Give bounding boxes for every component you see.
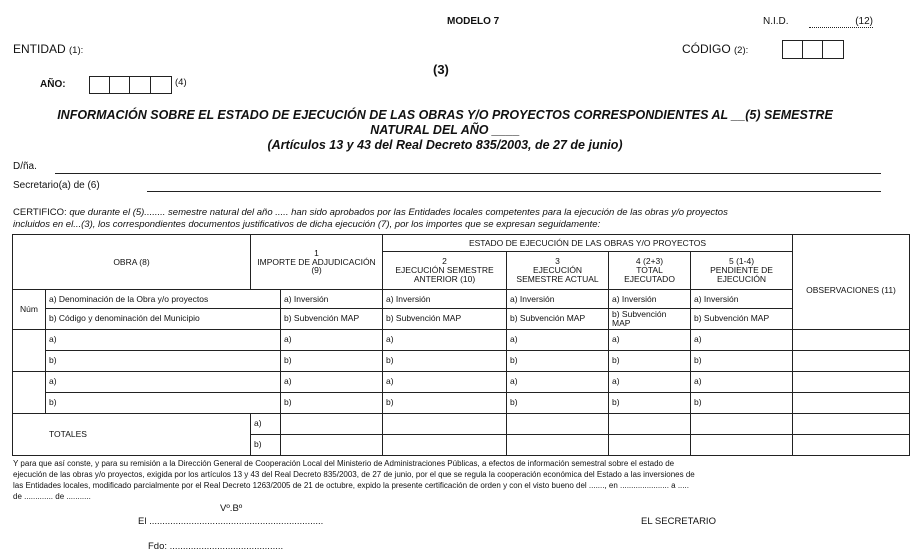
code-field <box>682 42 748 56</box>
cell: a) <box>251 413 281 434</box>
title-line1: INFORMACIÓN SOBRE EL ESTADO DE EJECUCIÓN DE LAS OBRAS Y/O PROYECTOS CORRESPONDIENTES AL __(5) SEMESTRE <box>57 108 833 122</box>
total-cell[interactable] <box>507 434 609 455</box>
certifico-line1 <box>13 207 728 218</box>
header-subvencion-5: b) Subvención MAP <box>691 309 793 330</box>
col1-num: 1 <box>314 247 319 258</box>
obs-cell[interactable] <box>793 329 910 350</box>
cell[interactable]: a) <box>507 329 609 350</box>
col2-header <box>383 252 507 290</box>
cell[interactable]: b) <box>383 350 507 371</box>
total-cell[interactable] <box>691 413 793 434</box>
header-inversion-4: a) Inversión <box>609 290 691 309</box>
row-num-cell[interactable] <box>13 329 46 371</box>
cell[interactable]: a) <box>383 371 507 392</box>
footer-line3: las Entidades locales, modificado parcialmente por el Real Decreto 1263/2005 de 21 de octubre, expido la presente certificación de orden y con el visto bueno del ......., en ...................... a ..... <box>13 481 689 490</box>
row-a-desc: a) Denominación de la Obra y/o proyectos <box>46 290 281 309</box>
observaciones-header: OBSERVACIONES (11) <box>793 252 910 330</box>
secretario-signature-label: EL SECRETARIO <box>641 516 716 527</box>
table-row <box>13 392 910 413</box>
secretario-line[interactable] <box>147 191 881 192</box>
dna-line[interactable] <box>55 173 881 174</box>
total-cell[interactable] <box>691 434 793 455</box>
obs-cell[interactable] <box>793 350 910 371</box>
code-ref: (2): <box>734 45 749 56</box>
cell[interactable]: a) <box>609 371 691 392</box>
header-subvencion-2: b) Subvención MAP <box>383 309 507 330</box>
vobo-label: Vº.Bº <box>220 503 243 514</box>
total-cell[interactable] <box>383 413 507 434</box>
entity-label: ENTIDAD <box>13 42 66 56</box>
header-inversion-3: a) Inversión <box>507 290 609 309</box>
total-cell[interactable] <box>507 413 609 434</box>
year-label: AÑO: <box>40 79 66 90</box>
total-cell[interactable] <box>281 434 383 455</box>
num-header: Núm <box>13 290 46 330</box>
cell[interactable]: a) <box>281 371 383 392</box>
col1-label: IMPORTE DE ADJUDICACIÓN (9) <box>257 256 376 276</box>
title-line2: NATURAL DEL AÑO ____ <box>370 123 520 137</box>
footer-line4: de ............. de ........... <box>13 492 91 501</box>
year-boxes[interactable] <box>89 76 172 94</box>
el-signature-line[interactable]: El .................................................................. <box>138 516 324 527</box>
obra-header: OBRA (8) <box>13 235 251 290</box>
obs-cell[interactable] <box>793 434 910 455</box>
total-cell[interactable] <box>609 413 691 434</box>
cell[interactable]: b) <box>383 392 507 413</box>
table-row <box>13 371 910 392</box>
col3-num: 3 <box>555 256 560 267</box>
cell[interactable]: a) <box>383 329 507 350</box>
footer-line1: Y para que así conste, y para su remisión a la Dirección General de Cooperación Local del Ministerio de Administraciones Públicas, a efectos de información semestral sobre el estado de <box>13 459 675 468</box>
col4-label: TOTAL EJECUTADO <box>624 265 675 284</box>
obs-cell[interactable] <box>793 413 910 434</box>
cell[interactable]: b) <box>281 350 383 371</box>
obras-table <box>12 234 910 456</box>
entity-field <box>13 42 83 56</box>
col4-header <box>609 252 691 290</box>
cell[interactable]: a) <box>46 371 281 392</box>
title-line3: (Artículos 13 y 43 del Real Decreto 835/2003, de 27 de junio) <box>267 138 623 152</box>
cell[interactable]: a) <box>46 329 281 350</box>
nid-label: N.I.D. <box>763 16 789 27</box>
year-ref: (4) <box>175 77 187 88</box>
entity-ref: (1): <box>69 45 84 56</box>
cell[interactable]: b) <box>46 350 281 371</box>
certifico-label: CERTIFICO: <box>13 207 67 218</box>
footer-paragraph <box>13 458 910 502</box>
cell[interactable]: a) <box>281 329 383 350</box>
cell[interactable]: b) <box>691 392 793 413</box>
certifico-text2: incluidos en el...(3), los correspondientes documentos justificativos de dicha ejecución (7), por los importes que se expresan seguidamente: <box>13 219 601 230</box>
col3-header <box>507 252 609 290</box>
col3-label: EJECUCIÓN SEMESTRE ACTUAL <box>516 265 599 284</box>
cell[interactable]: a) <box>609 329 691 350</box>
col2-num: 2 <box>442 256 447 267</box>
cell[interactable]: b) <box>507 350 609 371</box>
cell[interactable]: a) <box>507 371 609 392</box>
certifico-text1: que durante el (5)........ semestre natural del año ..... han sido aprobados por las Entidades locales competentes para la ejecución de las obras y/o proyectos <box>69 207 728 218</box>
code-boxes[interactable] <box>782 40 844 59</box>
cell[interactable]: b) <box>46 392 281 413</box>
header-inversion-1: a) Inversión <box>281 290 383 309</box>
table-row <box>13 329 910 350</box>
nid-value: (12) <box>809 16 873 28</box>
estado-header: ESTADO DE EJECUCIÓN DE LAS OBRAS Y/O PROYECTOS <box>383 235 793 252</box>
col2-label: EJECUCIÓN SEMESTRE ANTERIOR (10) <box>395 265 494 284</box>
header-subvencion-1: b) Subvención MAP <box>281 309 383 330</box>
dna-label: D/ña. <box>13 161 37 172</box>
header-subvencion-3: b) Subvención MAP <box>507 309 609 330</box>
total-cell[interactable] <box>281 413 383 434</box>
cell[interactable]: b) <box>609 350 691 371</box>
header-inversion-5: a) Inversión <box>691 290 793 309</box>
total-cell[interactable] <box>609 434 691 455</box>
cell[interactable]: b) <box>281 392 383 413</box>
footer-line2: ejecución de las obras y/o proyectos, exigida por los artículos 13 y 43 del Real Decreto 835/2003, de 27 de junio, por el que se regula la cooperación económica del Estado a las inversiones de <box>13 470 695 479</box>
col1-header <box>251 235 383 290</box>
col5-label: PENDIENTE DE EJECUCIÓN <box>710 265 773 284</box>
totales-label: TOTALES <box>13 413 251 455</box>
fdo-line[interactable]: Fdo: ........................................... <box>148 541 284 552</box>
cell[interactable]: b) <box>691 350 793 371</box>
header-inversion-2: a) Inversión <box>383 290 507 309</box>
table-row <box>13 350 910 371</box>
col5-num: 5 (1-4) <box>728 256 755 267</box>
row-b-desc: b) Código y denominación del Municipio <box>46 309 281 330</box>
header-subvencion-4: b) Subvención MAP <box>609 309 691 330</box>
cell: b) <box>251 434 281 455</box>
col4-num: 4 (2+3) <box>635 256 664 267</box>
obs-cell[interactable] <box>793 392 910 413</box>
row-num-cell[interactable] <box>13 371 46 413</box>
center-ref: (3) <box>433 62 449 77</box>
cell[interactable]: a) <box>691 371 793 392</box>
col5-header <box>691 252 793 290</box>
model-label: MODELO 7 <box>447 16 500 27</box>
code-label: CÓDIGO <box>682 42 731 56</box>
secretario-label: Secretario(a) de (6) <box>13 180 100 191</box>
totals-row <box>13 413 910 434</box>
obs-top <box>793 235 910 252</box>
cell[interactable]: a) <box>691 329 793 350</box>
obs-cell[interactable] <box>793 371 910 392</box>
cell[interactable]: b) <box>507 392 609 413</box>
cell[interactable]: b) <box>609 392 691 413</box>
total-cell[interactable] <box>383 434 507 455</box>
